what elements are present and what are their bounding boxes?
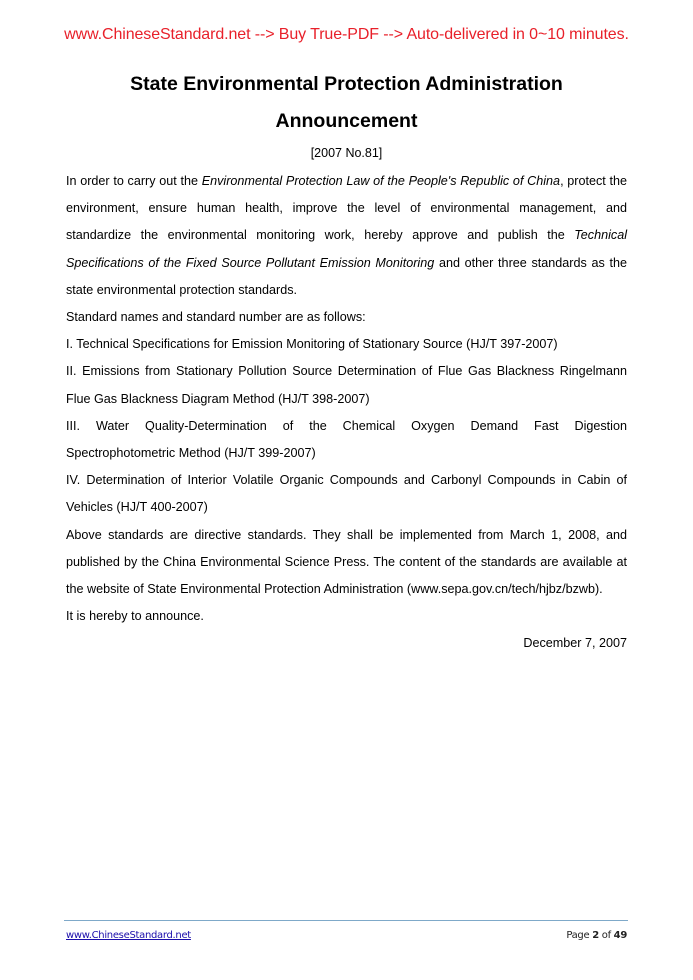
page-number xyxy=(566,930,627,941)
intro-text: , protect the environment, ensure human health, improve the level of environmental management, and standardize the environmental monitoring work, hereby approve and publish the xyxy=(66,174,627,243)
standard-item: II. Emissions from Stationary Pollution Source Determination of Flue Gas Blackness Ringelmann Flue Gas Blackness Diagram Method (HJ/T 398-2007) xyxy=(66,364,627,406)
implementation-paragraph: Above standards are directive standards. They shall be implemented from March 1, 2008, and published by the China Environmental Science Press. The content of the standards are available at the website of State Environmental Protection Administration (www.sepa.gov.cn/tech/hjbz/bzwb). xyxy=(66,527,627,597)
announcement-date: December 7, 2007 xyxy=(523,636,627,651)
standard-item: III. Water Quality-Determination of the Chemical Oxygen Demand Fast Digestion Spectrophotometric Method (HJ/T 399-2007) xyxy=(66,418,627,461)
closing-statement: It is hereby to announce. xyxy=(66,609,204,624)
document-title: State Environmental Protection Administration xyxy=(130,73,563,95)
promo-banner[interactable]: www.ChineseStandard.net --> Buy True-PDF --> Auto-delivered in 0~10 minutes. xyxy=(64,26,629,43)
page-label: Page xyxy=(566,930,593,941)
page-of-label: of xyxy=(598,930,614,941)
total-pages: 49 xyxy=(613,930,627,941)
intro-text: and other three standards as the state environmental protection standards. xyxy=(66,255,627,297)
list-intro: Standard names and standard number are as follows: xyxy=(66,310,366,325)
announcement-number: [2007 No.81] xyxy=(310,146,383,160)
footer-website-link[interactable]: www.ChineseStandard.net xyxy=(66,930,191,941)
law-title: Environmental Protection Law of the People's Republic of China xyxy=(201,174,561,188)
footer-divider xyxy=(64,920,628,921)
standard-item: I. Technical Specifications for Emission Monitoring of Stationary Source (HJ/T 397-2007) xyxy=(66,337,558,352)
intro-text: In order to carry out the xyxy=(66,174,202,188)
specification-title: Technical Specifications of the Fixed Source Pollutant Emission Monitoring xyxy=(66,228,627,270)
document-body xyxy=(66,168,627,658)
current-page: 2 xyxy=(592,930,599,941)
document-subtitle: Announcement xyxy=(275,110,418,132)
intro-paragraph xyxy=(66,168,627,304)
standard-item: IV. Determination of Interior Volatile Organic Compounds and Carbonyl Compounds in Cabin of Vehicles (HJ/T 400-2007) xyxy=(66,473,627,515)
